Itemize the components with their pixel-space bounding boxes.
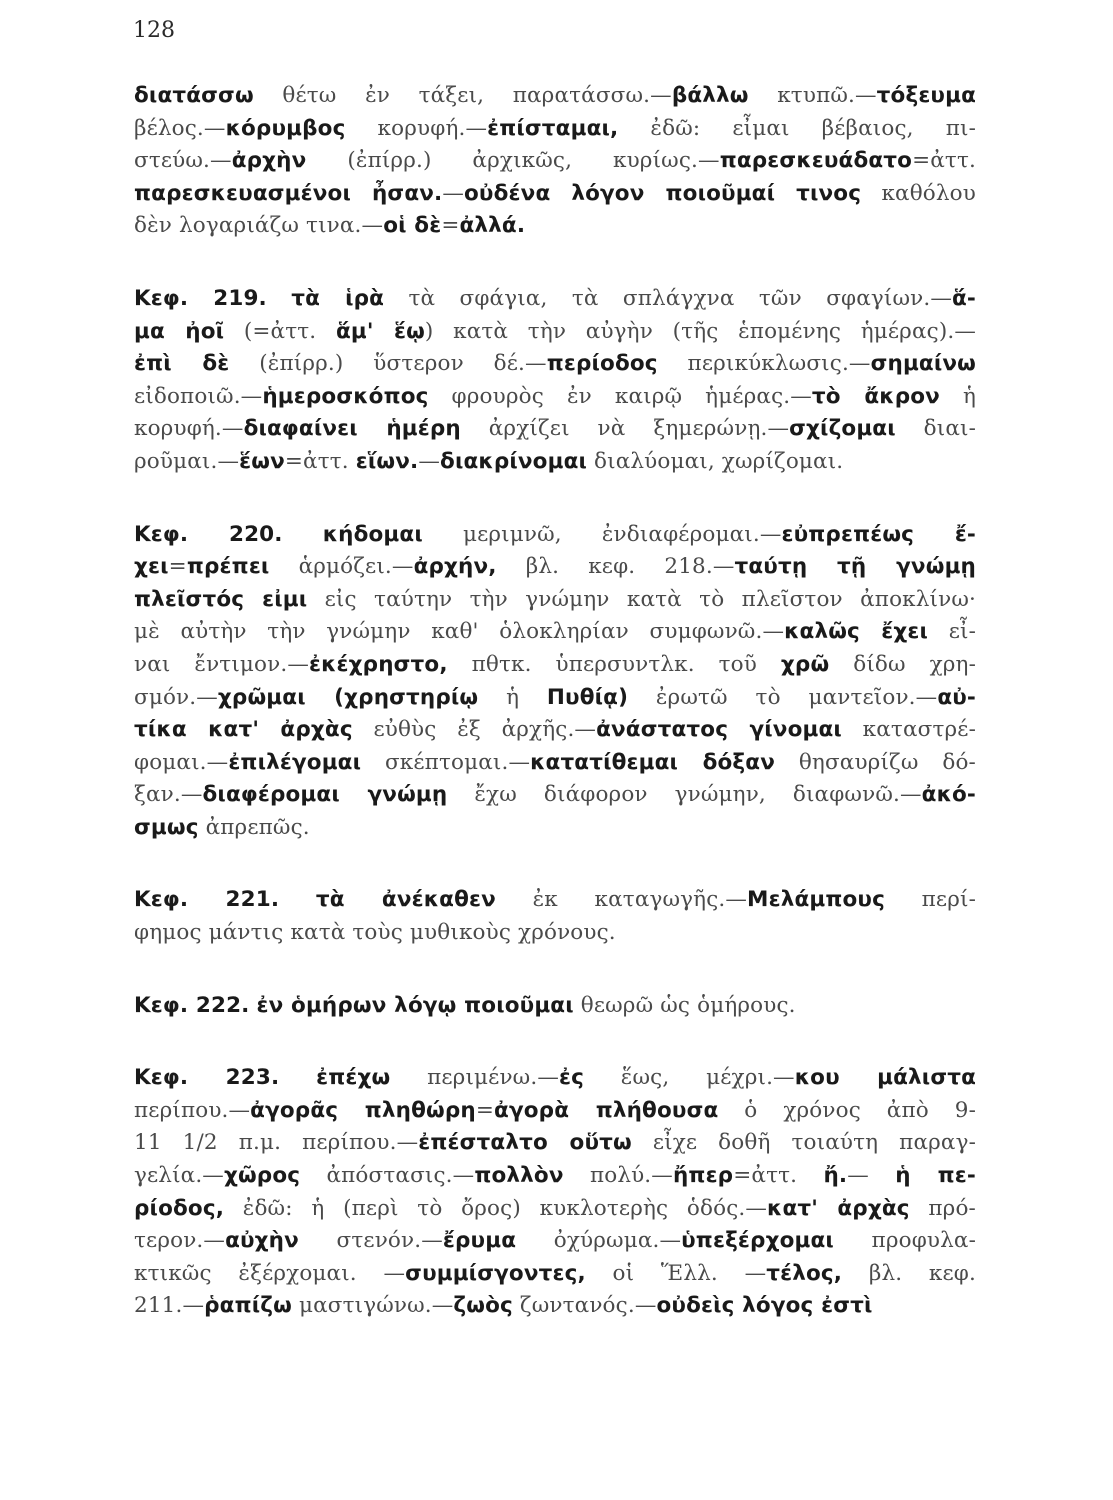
gloss: =ἀττ. [284, 448, 356, 474]
text-line [134, 210, 976, 243]
gloss: ἡ [939, 383, 977, 409]
text-line [134, 519, 976, 552]
gloss: ἀπόστασις.— [300, 1163, 475, 1189]
gloss: θησαυρίζω δό- [775, 749, 976, 775]
gloss: διαλύομαι, χωρίζομαι. [587, 448, 844, 474]
headword: κατ' ἀρχὰς [767, 1195, 910, 1221]
paragraph-p6 [134, 1062, 976, 1323]
headword: περίοδος [546, 351, 658, 377]
gloss: ροῦμαι.— [134, 448, 240, 474]
headword: ἀκό- [921, 782, 976, 808]
gloss: φρουρὸς ἐν καιρῷ ἡμέρας.— [428, 383, 812, 409]
text-line [134, 682, 976, 715]
gloss: =ἀττ. [912, 148, 976, 174]
headword: κήδομαι [322, 521, 423, 547]
gloss: ἡ [478, 684, 547, 710]
text-line [134, 1127, 976, 1160]
headword: χει [134, 554, 169, 580]
headword: ζωὸς [453, 1293, 513, 1319]
headword: ἔρυμα [442, 1228, 517, 1254]
text-line [134, 1095, 976, 1128]
paragraph-p2 [134, 283, 976, 479]
headword: σχίζομαι [789, 416, 896, 442]
headword: ἀρχήν, [413, 554, 497, 580]
gloss: ἐδῶ: ἡ (περὶ τὸ ὄρος) κυκλοτερὴς ὁδός.— [224, 1195, 768, 1221]
headword: ἡμεροσκόπος [262, 383, 429, 409]
headword: κου μάλιστα [794, 1065, 977, 1091]
gloss [279, 887, 316, 912]
headword: ἀγορὰ πλήθουσα [494, 1097, 719, 1123]
gloss: περίπου.— [134, 1097, 251, 1123]
headword: Μελάμπους [747, 887, 885, 913]
gloss: πρό- [909, 1195, 976, 1221]
gloss: =ἀττ. [733, 1163, 824, 1189]
text-line [134, 446, 976, 479]
headword: βάλλω [671, 83, 749, 108]
headword: διαφαίνει ἡμέρη [243, 416, 461, 442]
paragraph-p3 [134, 519, 976, 845]
text-line [134, 649, 976, 682]
gloss: εἰς ταύτην τὴν γνώμην κατὰ τὸ πλεῖστον ἀποκλίνω· [307, 586, 976, 612]
gloss: κορυφή.— [345, 115, 488, 141]
headword: πλεῖστός εἰμι [134, 586, 308, 612]
headword: τέλος, [766, 1260, 843, 1286]
headword: Κεφ. 219. [134, 285, 267, 311]
text-line [134, 1193, 976, 1226]
text-line [134, 80, 976, 113]
gloss: θεωρῶ ὡς ὁμήρους. [573, 992, 796, 1018]
text-line [134, 884, 976, 917]
headword: κόρυμβος [225, 115, 346, 141]
headword: ἅ- [952, 285, 977, 311]
gloss: ἁρμόζει.— [269, 554, 414, 580]
gloss: ἐδῶ: εἶμαι βέβαιος, πι- [618, 115, 976, 141]
headword: σμως [134, 814, 199, 840]
gloss: βέλος.— [134, 115, 226, 141]
text-line [134, 413, 976, 446]
gloss: στεύω.— [134, 148, 232, 174]
gloss: ὁ χρόνος ἀπὸ 9- [718, 1097, 976, 1123]
headword: ἐν ὁμήρων λόγῳ ποιοῦμαι [256, 992, 574, 1018]
headword: αὐ- [937, 684, 976, 710]
gloss: — [847, 1163, 896, 1189]
gloss: — [442, 180, 465, 206]
gloss: δίδω χρη- [829, 651, 976, 677]
paragraph-p4 [134, 884, 976, 949]
headword: Πυθίᾳ) [546, 684, 629, 710]
gloss: = [475, 1097, 495, 1123]
headword: παρεσκευασμένοι ἦσαν. [134, 180, 443, 206]
gloss: εἰδοποιῶ.— [134, 383, 263, 409]
headword: ἤπερ [672, 1163, 734, 1189]
gloss: ἔχω διάφορον γνώμην, διαφωνῶ.— [447, 782, 922, 808]
headword: ἐπιλέγομαι [228, 749, 362, 775]
gloss [267, 286, 291, 311]
gloss: περικύκλωσις.— [657, 351, 871, 377]
text-line [134, 1225, 976, 1258]
headword: σημαίνω [870, 351, 976, 377]
text-line [134, 616, 976, 649]
headword: ρίοδος, [134, 1195, 225, 1221]
headword: τόξευμα [876, 83, 976, 108]
text-line [134, 178, 976, 211]
headword: ἅμ' ἕῳ [335, 318, 425, 344]
gloss: μεριμνῶ, ἐνδιαφέρομαι.— [422, 521, 782, 547]
headword: καλῶς ἔχει [784, 619, 929, 645]
gloss: περιμένω.— [390, 1065, 559, 1091]
text-line [134, 812, 976, 845]
gloss: ξαν.— [134, 782, 203, 808]
headword: χρῶ [780, 651, 830, 677]
gloss: εὐθὺς ἐξ ἀρχῆς.— [352, 717, 597, 743]
headword: τὸ ἄκρον [811, 383, 940, 409]
gloss: σκέπτομαι.— [361, 749, 531, 775]
text-line [134, 917, 976, 950]
headword: ἐκέχρηστο, [308, 651, 448, 677]
text-line [134, 1160, 976, 1193]
headword: τὰ ἱρὰ [291, 285, 385, 311]
headword: τὰ ἀνέκαθεν [315, 887, 496, 913]
gloss: οἱ Ἕλλ. — [585, 1260, 767, 1286]
headword: διατάσσω [134, 83, 254, 108]
gloss: ἀρχίζει νὰ ξημερώνῃ.— [460, 416, 790, 442]
text-line [134, 316, 976, 349]
gloss: ἐρωτῶ τὸ μαντεῖον.— [628, 684, 938, 710]
gloss: κτυπῶ.— [748, 83, 877, 108]
page-number: 128 [133, 18, 175, 43]
headword: συμμίσγοντες, [405, 1260, 586, 1286]
headword: ἕων [239, 448, 285, 474]
headword: ἐς [559, 1065, 585, 1091]
headword: χῶρος [223, 1163, 301, 1189]
gloss: καταστρέ- [841, 717, 976, 743]
gloss: (=ἀττ. [224, 318, 336, 344]
text-line [134, 714, 976, 747]
gloss: κορυφή.— [134, 416, 244, 442]
gloss: 11 1/2 π.μ. περίπου.— [134, 1130, 419, 1156]
headword: αὐχὴν [225, 1228, 299, 1254]
paragraph-p5 [134, 990, 976, 1023]
text-line [134, 1062, 976, 1095]
headword: διακρίνομαι [440, 448, 588, 474]
headword: ἐπὶ δὲ [134, 351, 230, 377]
gloss: φημος μάντις κατὰ τοὺς μυθικοὺς χρόνους. [134, 920, 616, 946]
gloss: τὰ σφάγια, τὰ σπλάγχνα τῶν σφαγίων.— [384, 285, 953, 311]
text-line [134, 990, 976, 1023]
text-line [134, 348, 976, 381]
text-line [134, 145, 976, 178]
text-line [134, 283, 976, 316]
gloss: θέτω ἐν τάξει, παρατάσσω.— [253, 83, 672, 108]
gloss: μὲ αὐτὴν τὴν γνώμην καθ' ὁλοκληρίαν συμφωνῶ.— [134, 619, 785, 645]
headword: οὐδένα λόγον ποιοῦμαί τινος [464, 180, 862, 206]
headword: Κεφ. 221. [134, 887, 280, 913]
headword: ἀρχὴν [231, 148, 307, 174]
gloss: ) κατὰ τὴν αὐγὴν (τῆς ἑπομένης ἡμέρας).— [424, 318, 976, 344]
headword: εὐπρεπέως ἔ- [781, 521, 977, 547]
gloss: στενόν.— [298, 1228, 443, 1254]
text-line [134, 747, 976, 780]
gloss: ὀχύρωμα.— [516, 1228, 682, 1254]
headword: ἐπέσταλτο οὕτω [418, 1130, 632, 1156]
gloss: γελία.— [134, 1163, 224, 1189]
headword: εἵων. [355, 448, 419, 474]
headword: ἡ πε- [895, 1163, 976, 1189]
gloss: ζωντανός.— [512, 1293, 657, 1319]
headword: ἤ. [823, 1163, 848, 1189]
gloss: = [168, 554, 187, 580]
headword: ἐπίσταμαι, [487, 115, 619, 141]
text-line [134, 381, 976, 414]
headword: ἀνάστατος γίνομαι [596, 717, 842, 743]
headword: χρῶμαι (χρηστηρίῳ [217, 684, 479, 710]
gloss [279, 1065, 316, 1090]
headword: οὐδεὶς λόγος ἐστὶ [656, 1293, 873, 1319]
gloss: ἐκ καταγωγῆς.— [495, 887, 748, 913]
headword: Κεφ. 223. [134, 1065, 280, 1091]
gloss: ἀπρεπῶς. [198, 814, 310, 840]
gloss: προφυλα- [833, 1228, 977, 1254]
gloss: περί- [884, 887, 976, 913]
gloss: κτικῶς ἐξέρχομαι. — [134, 1260, 406, 1286]
page-body [134, 80, 976, 1323]
headword: ὑπεξέρχομαι [681, 1228, 834, 1254]
gloss: μαστιγώνω.— [291, 1293, 454, 1319]
headword: διαφέρομαι γνώμῃ [202, 782, 448, 808]
gloss: σμόν.— [134, 684, 218, 710]
text-line [134, 1258, 976, 1291]
gloss: πολύ.— [563, 1163, 673, 1189]
gloss: (ἐπίρρ.) ὕστερον δέ.— [229, 351, 547, 377]
headword: Κεφ. 222. [134, 992, 250, 1018]
gloss: ναι ἔντιμον.— [134, 651, 309, 677]
headword: ἐπέχω [316, 1065, 391, 1091]
headword: πρέπει [186, 554, 270, 580]
gloss: δὲν λογαριάζω τινα.— [134, 213, 384, 239]
headword: παρεσκευάδατο [719, 148, 913, 174]
gloss: ἕως, μέχρι.— [584, 1065, 795, 1091]
gloss: εἶχε δοθῆ τοιαύτη παραγ- [631, 1130, 977, 1156]
gloss: εἶ- [928, 619, 976, 645]
gloss: καθόλου [861, 180, 976, 206]
gloss: — [418, 448, 441, 474]
paragraph-p1 [134, 80, 976, 243]
gloss: βλ. κεφ. [842, 1260, 976, 1286]
gloss [283, 522, 323, 547]
headword: οἱ δὲ [383, 213, 442, 239]
gloss: διαι- [895, 416, 976, 442]
headword: πολλὸν [474, 1163, 564, 1189]
text-line [134, 551, 976, 584]
gloss: τερον.— [134, 1228, 226, 1254]
gloss: βλ. κεφ. 218.— [496, 554, 735, 580]
headword: κατατίθεμαι δόξαν [530, 749, 775, 775]
headword: Κεφ. 220. [134, 521, 283, 547]
headword: ῥαπίζω [204, 1293, 292, 1319]
text-line [134, 113, 976, 146]
text-line [134, 584, 976, 617]
text-line [134, 779, 976, 812]
gloss: πθτκ. ὑπερσυντλκ. τοῦ [447, 651, 781, 677]
headword: ἀλλά. [459, 213, 526, 239]
gloss: (ἐπίρρ.) ἀρχικῶς, κυρίως.— [306, 148, 720, 174]
gloss: 211.— [134, 1293, 205, 1319]
headword: ἀγορᾶς πληθώρη [250, 1097, 476, 1123]
text-line [134, 1290, 976, 1323]
gloss: φομαι.— [134, 749, 229, 775]
headword: ταύτῃ τῇ γνώμῃ [734, 554, 976, 580]
headword: μα ἠοῖ [134, 318, 225, 344]
gloss: = [441, 213, 460, 239]
headword: τίκα κατ' ἀρχὰς [134, 717, 353, 743]
